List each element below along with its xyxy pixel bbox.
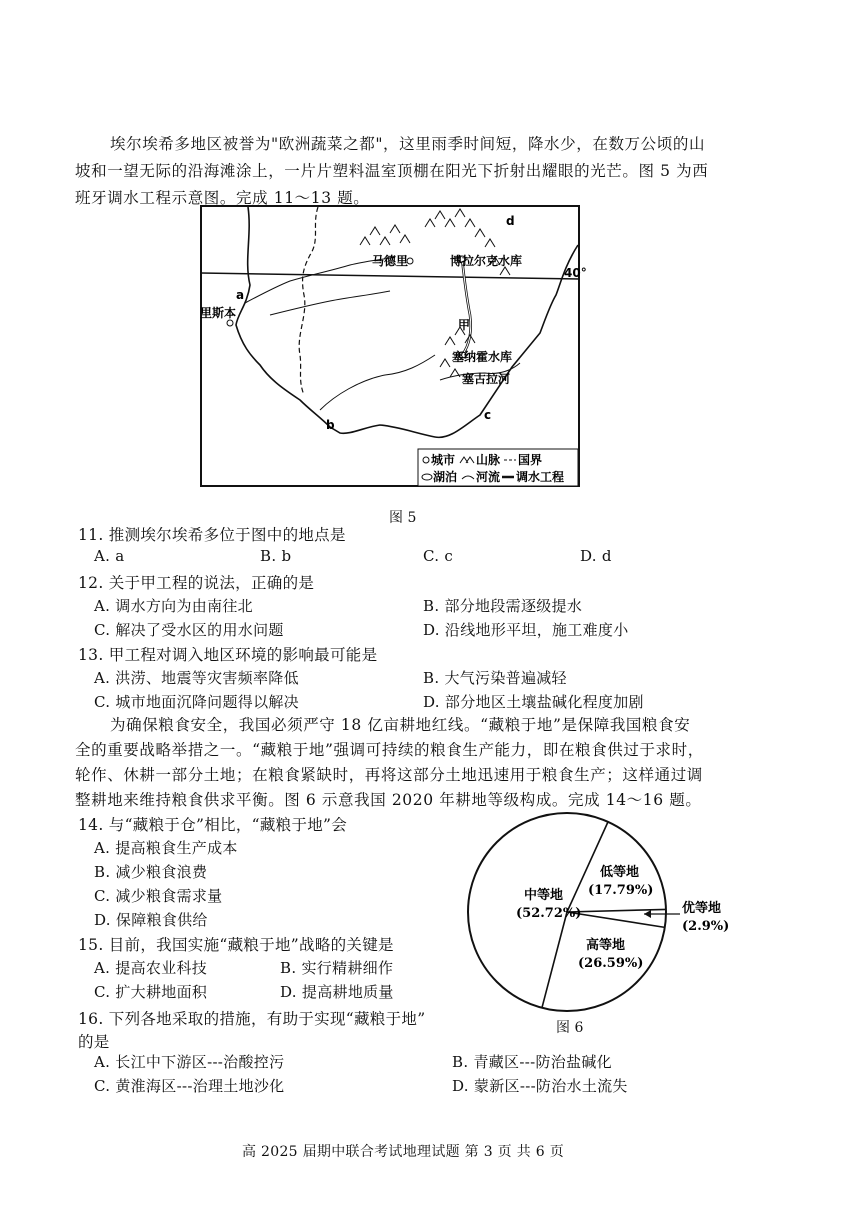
spain-water-transfer-map (200, 205, 587, 495)
pie-label-high: 高等地 (586, 938, 626, 953)
label-bolarque: 博拉尔克水库 (450, 254, 523, 268)
pie-value-medium: (52.72%) (516, 906, 582, 921)
pie-label-medium: 中等地 (524, 888, 564, 903)
legend-city: 城市 (431, 453, 456, 467)
label-40-degrees: 40° (564, 266, 587, 280)
q12-stem: 12. 关于甲工程的说法，正确的是 (78, 574, 315, 592)
intro-paragraph-2-line-1: 为确保粮食安全，我国必须严守 18 亿亩耕地红线。“藏粮于地”是保障我国粮食安 (110, 716, 691, 734)
intro-paragraph-2-line-3: 轮作、休耕一部分土地；在粮食紧缺时，再将这部分土地迅速用于粮食生产；这样通过调 (75, 766, 703, 784)
q15-option-d[interactable]: D. 提高耕地质量 (280, 983, 394, 1001)
pie-value-low: (17.79%) (588, 883, 654, 898)
legend-border: 国界 (518, 453, 543, 467)
q16-option-b[interactable]: B. 青藏区---防治盐碱化 (452, 1053, 612, 1071)
label-c: c (484, 408, 492, 422)
q14-option-b[interactable]: B. 减少粮食浪费 (94, 863, 208, 881)
latitude-40-line (201, 273, 580, 279)
label-segura: 塞古拉河 (462, 372, 511, 386)
label-d: d (506, 214, 515, 228)
q12-option-a[interactable]: A. 调水方向为由南往北 (94, 597, 253, 615)
intro-paragraph-2-line-4: 整耕地来维持粮食供求平衡。图 6 示意我国 2020 年耕地等级构成。完成 14～16 题。 (75, 791, 702, 809)
q11-stem: 11. 推测埃尔埃希多位于图中的地点是 (78, 526, 346, 544)
intro-paragraph-1-line-3: 班牙调水工程示意图。完成 11～13 题。 (75, 189, 370, 207)
q11-option-a[interactable]: A. a (94, 547, 125, 565)
river-guadalquivir (320, 355, 435, 410)
label-b: b (326, 418, 335, 432)
q14-option-c[interactable]: C. 减少粮食需求量 (94, 887, 223, 905)
legend-river: 河流 (476, 470, 501, 484)
farmland-grade-pie-chart (466, 820, 766, 1020)
figure-6-caption: 图 6 (556, 1020, 584, 1036)
q12-option-d[interactable]: D. 沿线地形平坦，施工难度小 (423, 621, 629, 639)
lisbon-city-marker (227, 320, 233, 326)
q11-option-d[interactable]: D. d (580, 547, 612, 565)
label-cenajo: 塞纳霍水库 (452, 350, 513, 364)
q15-option-c[interactable]: C. 扩大耕地面积 (94, 983, 208, 1001)
q16-stem-line-2: 的是 (78, 1033, 110, 1051)
q12-option-c[interactable]: C. 解决了受水区的用水问题 (94, 621, 284, 639)
q11-option-b[interactable]: B. b (260, 547, 292, 565)
q14-option-d[interactable]: D. 保障粮食供给 (94, 911, 208, 929)
q11-option-c[interactable]: C. c (423, 547, 454, 565)
pie-value-high: (26.59%) (578, 956, 644, 971)
intro-paragraph-1-line-2: 坡和一望无际的沿海滩涂上，一片片塑料温室顶棚在阳光下折射出耀眼的光芒。图 5 为西 (75, 162, 709, 180)
label-a: a (236, 288, 245, 302)
label-lisbon: 里斯本 (200, 306, 237, 320)
label-madrid: 马德里 (372, 254, 409, 268)
page-footer: 高 2025 届期中联合考试地理试题 第 3 页 共 6 页 (242, 1144, 565, 1160)
national-border (299, 207, 318, 395)
pie-label-low: 低等地 (600, 865, 640, 880)
label-jia: 甲 (458, 318, 471, 332)
q16-option-a[interactable]: A. 长江中下游区---治酸控污 (94, 1053, 285, 1071)
q13-stem: 13. 甲工程对调入地区环境的影响最可能是 (78, 646, 378, 664)
legend-project: 调水工程 (516, 470, 565, 484)
q13-option-c[interactable]: C. 城市地面沉降问题得以解决 (94, 693, 299, 711)
legend-mountain: 山脉 (476, 453, 501, 467)
q14-stem: 14. 与“藏粮于仓”相比，“藏粮于地”会 (78, 816, 348, 834)
river-guadiana (270, 291, 390, 315)
q13-option-b[interactable]: B. 大气污染普遍减轻 (423, 669, 567, 687)
coastline (236, 207, 578, 437)
intro-paragraph-2-line-2: 全的重要战略举措之一。“藏粮于地”强调可持续的粮食生产能力，即在粮食供过于求时， (75, 741, 704, 759)
q15-option-b[interactable]: B. 实行精耕细作 (280, 959, 394, 977)
q14-option-a[interactable]: A. 提高粮食生产成本 (94, 839, 238, 857)
q15-stem: 15. 目前，我国实施“藏粮于地”战略的关键是 (78, 936, 394, 954)
intro-paragraph-1-line-1: 埃尔埃希多地区被誉为"欧洲蔬菜之都"，这里雨季时间短，降水少，在数万公顷的山 (110, 135, 706, 153)
q16-option-c[interactable]: C. 黄淮海区---治理土地沙化 (94, 1077, 285, 1095)
pie-value-excellent: (2.9%) (682, 919, 730, 934)
legend-lake: 湖泊 (433, 470, 458, 484)
q16-option-d[interactable]: D. 蒙新区---防治水土流失 (452, 1077, 628, 1095)
q13-option-a[interactable]: A. 洪涝、地震等灾害频率降低 (94, 669, 299, 687)
q16-stem-line-1: 16. 下列各地采取的措施，有助于实现“藏粮于地” (78, 1010, 426, 1028)
figure-5-caption: 图 5 (389, 510, 417, 526)
q12-option-b[interactable]: B. 部分地段需逐级提水 (423, 597, 583, 615)
q13-option-d[interactable]: D. 部分地区土壤盐碱化程度加剧 (423, 693, 644, 711)
pie-label-excellent: 优等地 (682, 901, 722, 916)
q15-option-a[interactable]: A. 提高农业科技 (94, 959, 208, 977)
